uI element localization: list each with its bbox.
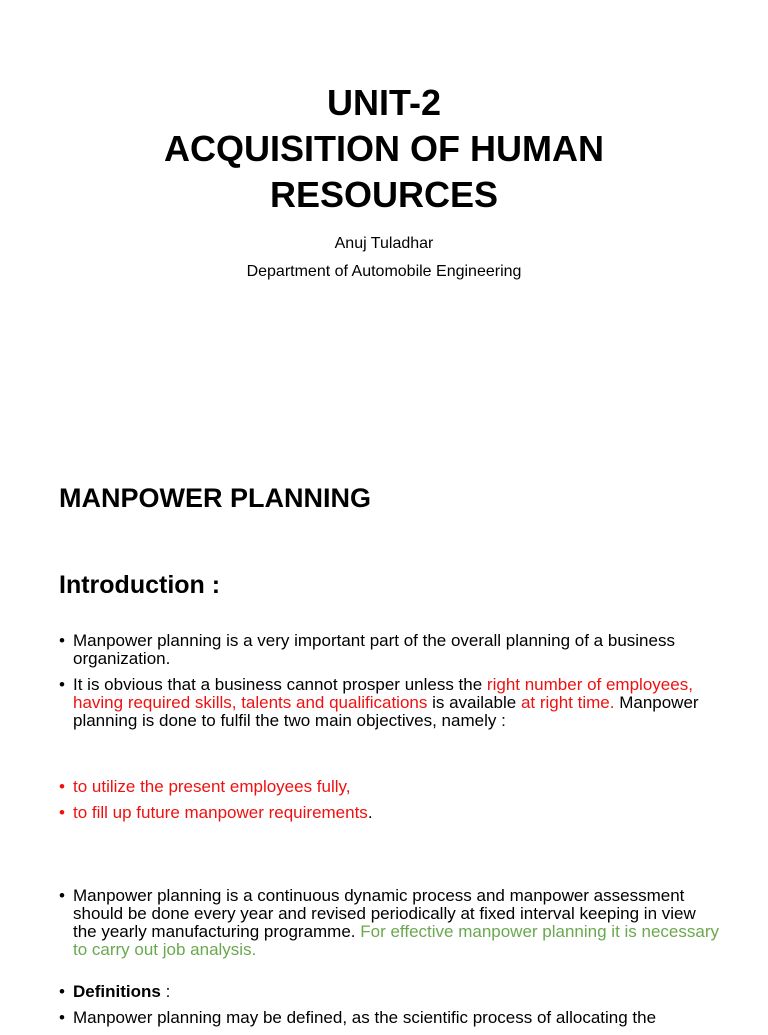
list-item (59, 1009, 719, 1027)
definitions-colon: : (160, 982, 171, 1001)
definitions-label: Definitions (73, 982, 161, 1001)
highlight-green-text: For effective manpower planning it is necessary to carry out job analysis. (73, 922, 720, 959)
list-item (59, 887, 719, 959)
highlight-red-text: right number of employees, having required skills, talents and qualifications (73, 675, 693, 712)
unit-title: UNIT-2 (326, 82, 441, 123)
introduction-heading (59, 568, 220, 602)
bullet-text: is available (427, 693, 521, 712)
objective-text: to utilize the present employees fully, (73, 777, 351, 796)
bullet-text: Manpower planning is a very important part of the overall planning of a business organization. (73, 631, 675, 668)
objective-text: to fill up future manpower requirements (73, 803, 368, 822)
process-bullet-list (59, 887, 719, 959)
author-name: Anuj Tuladhar (334, 235, 434, 252)
objective-period: . (367, 803, 373, 822)
list-item (59, 983, 719, 1001)
title-block (0, 80, 768, 286)
list-item (59, 778, 719, 796)
bullet-text: Manpower planning is done to fulfil the two main objectives, namely : (73, 693, 699, 730)
intro-bullet-list (59, 632, 719, 738)
introduction-colon: : (204, 571, 221, 599)
objectives-list (59, 778, 719, 830)
bullet-text: It is obvious that a business cannot prosper unless the (73, 675, 487, 694)
list-item (59, 632, 719, 668)
definitions-bullet-list (59, 983, 719, 1035)
introduction-label: Introduction (59, 571, 205, 599)
main-title-line-1: ACQUISITION OF HUMAN (164, 128, 604, 169)
bullet-text: Manpower planning may be defined, as the scientific process of allocating the (73, 1008, 657, 1027)
list-item (59, 676, 719, 730)
highlight-red-text: at right time. (520, 693, 615, 712)
section-heading: MANPOWER PLANNING (59, 483, 371, 513)
main-title-line-2: RESOURCES (269, 174, 499, 215)
bullet-text: Manpower planning is a continuous dynamic process and manpower assessment should be done every year and revised periodically at fixed interval keeping in view the yearly manufacturing programme. (73, 886, 696, 941)
list-item (59, 804, 719, 822)
department-name: Department of Automobile Engineering (246, 263, 522, 280)
